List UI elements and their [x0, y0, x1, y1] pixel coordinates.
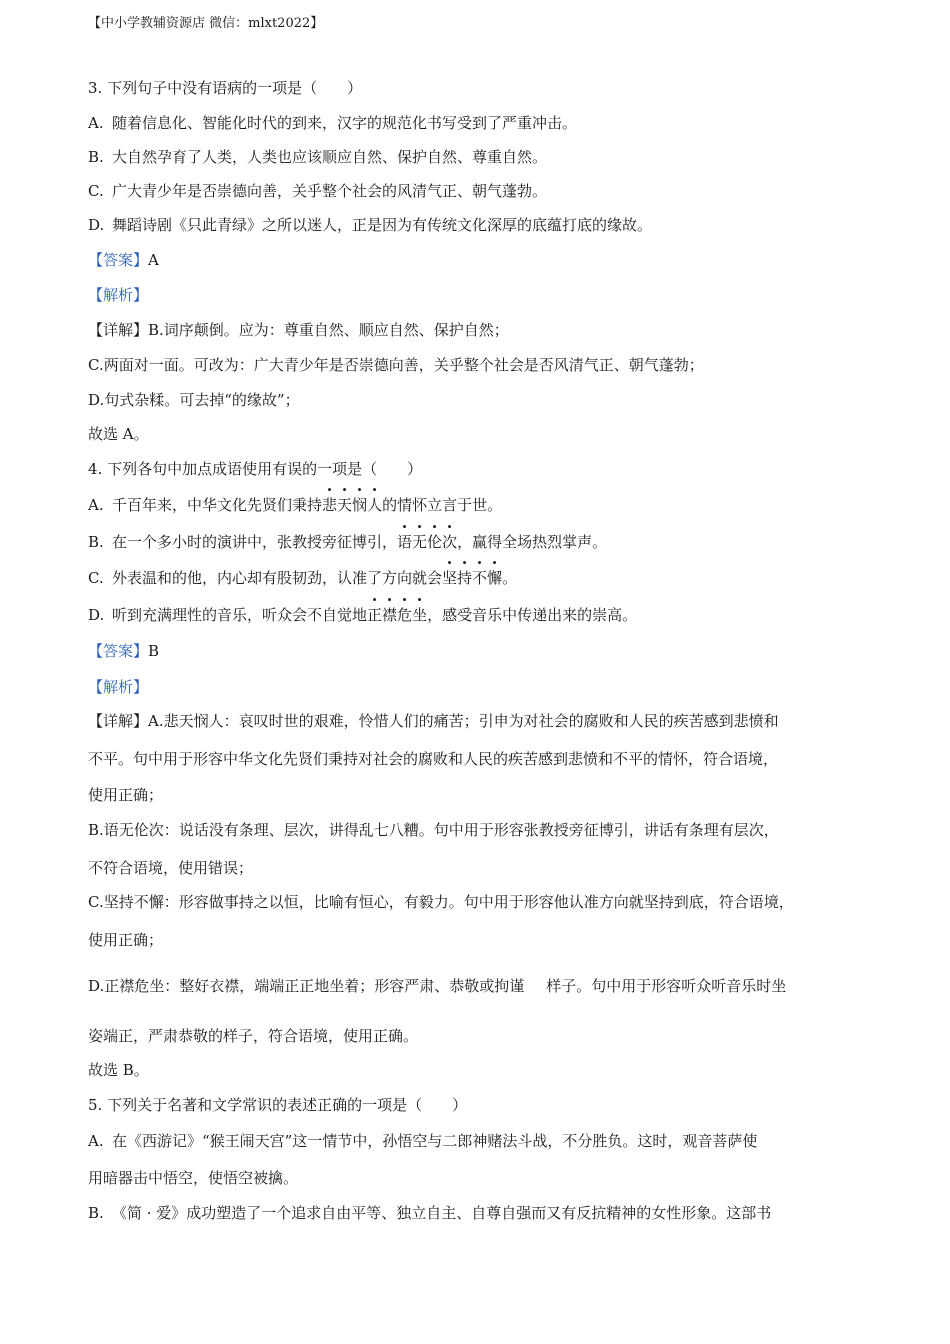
option-letter: A. — [88, 496, 104, 514]
idiom-char: 坚 — [442, 569, 458, 587]
dotted-idiom — [367, 606, 427, 624]
idiom-char: 人 — [367, 496, 383, 514]
q3-detail-line: 【详解】B.词序颠倒。应为：尊重自然、顺应自然、保护自然； — [88, 321, 509, 339]
idiom-char: 懈 — [487, 569, 503, 587]
idiom-char: 不 — [472, 569, 488, 587]
idiom-char: 危 — [397, 606, 413, 624]
q3-detail-line: C.两面对一面。可改为：广大青少年是否崇德向善，关乎整个社会是否风清气正、朝气蓬勃； — [88, 356, 704, 374]
option-text: ，感受音乐中传递出来的崇高。 — [427, 606, 638, 624]
q4-analysis-tag: 【解析】 — [88, 678, 149, 696]
idiom-char: 持 — [457, 569, 473, 587]
option-letter: A. — [88, 114, 104, 132]
q3-detail-line: D.句式杂糅。可去掉“的缘故”； — [88, 391, 300, 409]
option-text: 。 — [502, 569, 518, 587]
option-text: 《简 · 爱》成功塑造了一个追求自由平等、独立自主、自尊自强而又有反抗精神的女性形象。这部书 — [112, 1204, 772, 1222]
q3-detail-line: 故选 A。 — [88, 425, 149, 443]
idiom-char: 语 — [397, 533, 413, 551]
option-text: 广大青少年是否崇德向善，关乎整个社会的风清气正、朝气蓬勃。 — [112, 182, 548, 200]
idiom-char: 悲 — [322, 496, 338, 514]
option-letter: C. — [88, 182, 104, 200]
option-text: 大自然孕育了人类，人类也应该顺应自然、保护自然、尊重自然。 — [112, 148, 548, 166]
q5-option-a-continued: 用暗器击中悟空，使悟空被擒。 — [88, 1169, 299, 1187]
q4-detail-line: C.坚持不懈：形容做事持之以恒，比喻有恒心，有毅力。句中用于形容他认准方向就坚持到底，符合语境， — [88, 893, 794, 911]
q4-option-a — [88, 495, 502, 515]
q3-option-d — [88, 215, 652, 235]
q4-detail-line: 使用正确； — [88, 786, 164, 804]
dotted-idiom — [442, 569, 502, 587]
dotted-idiom — [322, 496, 382, 514]
answer-value: B — [148, 642, 160, 660]
idiom-char: 伦 — [427, 533, 443, 551]
q4-option-d — [88, 605, 637, 625]
question-3-stem: 3. 下列句子中没有语病的一项是（ ） — [88, 79, 363, 97]
option-text: 外表温和的他，内心却有股韧劲，认准了方向就会 — [112, 569, 443, 587]
q4-detail-line — [88, 976, 786, 996]
answer-value: A — [148, 251, 159, 269]
option-text: 在《西游记》“猴王闹天宫”这一情节中，孙悟空与二郎神赌法斗战，不分胜负。这时，观音菩萨使 — [112, 1132, 758, 1150]
option-letter: B. — [88, 1204, 104, 1222]
option-text: 在一个多小时的演讲中，张教授旁征博引， — [112, 533, 398, 551]
q4-detail-line: B.语无伦次：说话没有条理、层次，讲得乱七八糟。句中用于形容张教授旁征博引，讲话有条理有层次， — [88, 821, 779, 839]
idiom-char: 无 — [412, 533, 428, 551]
idiom-char: 次 — [442, 533, 458, 551]
idiom-char: 襟 — [382, 606, 398, 624]
option-text: ，赢得全场热烈掌声。 — [457, 533, 608, 551]
option-text: 听到充满理性的音乐，听众会不自觉地 — [112, 606, 368, 624]
q4-detail-line: 不平。句中用于形容中华文化先贤们秉持对社会的腐败和人民的疾苦感到悲愤和不平的情怀，符合语境， — [88, 750, 779, 768]
option-text: 的情怀立言于世。 — [382, 496, 503, 514]
q3-option-c — [88, 181, 547, 201]
option-letter: D. — [88, 606, 105, 624]
q5-option-b — [88, 1203, 771, 1223]
option-letter: B. — [88, 533, 104, 551]
detail-text: 样子。句中用于形容听众听音乐时坐 — [546, 977, 787, 995]
option-text: 千百年来，中华文化先贤们秉持 — [112, 496, 323, 514]
q5-option-a — [88, 1131, 757, 1151]
q4-option-b — [88, 532, 607, 552]
q4-detail-line: 不符合语境，使用错误； — [88, 859, 254, 877]
option-letter: A. — [88, 1132, 104, 1150]
option-letter: C. — [88, 569, 104, 587]
idiom-char: 正 — [367, 606, 383, 624]
option-letter: D. — [88, 216, 105, 234]
idiom-char: 天 — [337, 496, 353, 514]
q4-detail-line: 使用正确； — [88, 931, 164, 949]
q4-answer — [88, 641, 159, 661]
dotted-idiom — [397, 533, 457, 551]
idiom-char: 悯 — [352, 496, 368, 514]
q4-detail-line: 故选 B。 — [88, 1061, 149, 1079]
option-letter: B. — [88, 148, 104, 166]
option-text: 舞蹈诗剧《只此青绿》之所以迷人，正是因为有传统文化深厚的底蕴打底的缘故。 — [112, 216, 653, 234]
detail-text: D.正襟危坐：整好衣襟，端端正正地坐着；形容严肃、恭敬或拘谨 — [88, 977, 525, 995]
idiom-char: 坐 — [412, 606, 428, 624]
answer-tag: 【答案】 — [88, 251, 149, 269]
q3-answer — [88, 250, 159, 270]
option-text: 随着信息化、智能化时代的到来，汉字的规范化书写受到了严重冲击。 — [112, 114, 578, 132]
question-4-stem: 4. 下列各句中加点成语使用有误的一项是（ ） — [88, 460, 423, 478]
question-5-stem: 5. 下列关于名著和文学常识的表述正确的一项是（ ） — [88, 1096, 468, 1114]
q4-detail-line: 【详解】A.悲天悯人：哀叹时世的艰难，怜惜人们的痛苦；引申为对社会的腐败和人民的疾苦感到悲愤和 — [88, 712, 779, 730]
q3-option-a — [88, 113, 577, 133]
q4-detail-line: 姿端正，严肃恭敬的样子，符合语境，使用正确。 — [88, 1027, 419, 1045]
q3-analysis-tag: 【解析】 — [88, 286, 149, 304]
q3-option-b — [88, 147, 547, 167]
answer-tag: 【答案】 — [88, 642, 149, 660]
q4-option-c — [88, 568, 517, 588]
page-header: 【中小学教辅资源店 微信：mlxt2022】 — [88, 16, 324, 31]
